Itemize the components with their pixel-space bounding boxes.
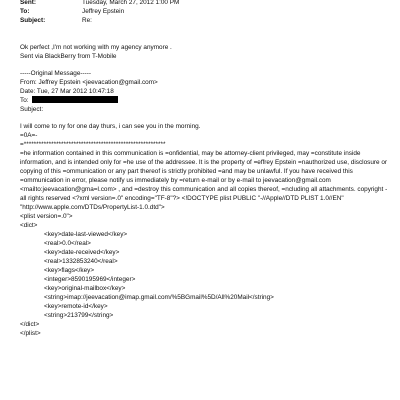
plist-entry: <string>imap://jeevacation@imap.gmail.com/%5BGmail%5D/All%20Mail</string> [44,294,274,301]
header-to-value: Jeffrey Epstein [82,8,125,15]
header-to-label: To: [20,8,30,15]
header-subject-value: Re: [82,17,92,24]
plist-entry: <string>213799</string> [44,312,114,319]
reply-line-1: Ok perfect ,I'm not working with my agency anymore . [20,44,172,51]
plist-open: <plist version=.0"> [20,213,73,220]
dict-open: <dict> [20,222,38,229]
original-header-block [20,69,388,114]
plist-close: </plist> [20,330,41,337]
original-separator: -----Original Message----- [20,70,92,77]
original-date: Date: Tue, 27 Mar 2012 10:47:18 [20,88,114,95]
redaction-bar [32,96,118,103]
body-disclaimer: =he information contained in this communication is =onfidential, may be attorney-client privileged, may =constitute inside information, and is intended only for =he use of the addressee. It is the property of =effrey Epstein =nauthorized use, disclosure or copying of this =ommunication or any part thereof is strictly prohibited =and may be unlawful. If you have received this =ommunication in error, please notify us immediately by =return e-mail or by e-mail to jeevacation@gmail.com <mailto:jeevacation@gma=l.com> , and =destroy this communication and all copies thereof, =ncluding all attachments. copyright -all rights reserved <?xml version=.0" encoding="TF-8"?> <!DOCTYPE plist PUBLIC "-//Apple//DTD PLIST 1.0//EN" "http://www.apple.com/DTDs/PropertyList-1.0.dtd"> [20,150,388,211]
reply-block [20,43,388,61]
plist-entry: <key>flags</key> [44,267,95,274]
body-oa: =0A=- [20,132,38,139]
plist-entry: <key>date-received</key> [44,249,120,256]
original-to-row [20,96,388,105]
reply-signature: Sent via BlackBerry from T-Mobile [20,53,117,60]
original-from: From: Jeffrey Epstein <jeevacation@gmail.com> [20,79,158,86]
original-subject: Subject: [20,106,44,113]
plist-entry: <key>remote-id</key> [44,303,108,310]
plist-entry: <integer>8590195969</integer> [44,276,136,283]
header-subject-label: Subject: [20,17,46,24]
body-message: I will come to ny for one day thurs, i can see you in the morning. [20,123,201,130]
body-stars: =********************************************************* [20,141,166,148]
original-to-label: To: [20,97,29,104]
dict-close: </dict> [20,321,40,328]
header-sent-label: Sent: [20,0,36,6]
message-body [20,122,388,338]
plist-entry: <key>original-mailbox</key> [44,285,126,292]
plist-entry: <real>1332853240</real> [44,258,118,265]
header-sent-value: Tuesday, March 27, 2012 1:00 PM [82,0,180,6]
plist-entry: <real>0.0</real> [44,240,91,247]
plist-entry: <key>date-last-viewed</key> [44,231,128,238]
